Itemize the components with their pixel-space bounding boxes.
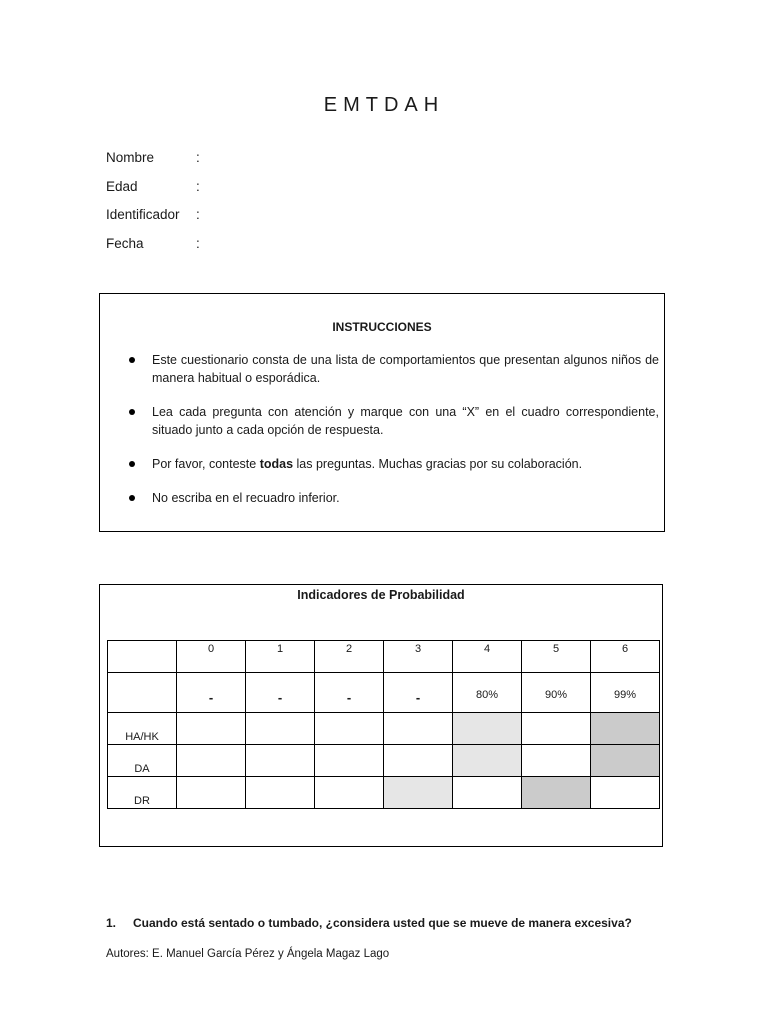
score-cell — [522, 777, 591, 809]
percentage-cell: 90% — [522, 673, 591, 713]
score-cell — [384, 777, 453, 809]
corner-cell — [108, 641, 177, 673]
score-cell — [246, 745, 315, 777]
instructions-box — [99, 293, 665, 532]
percentage-row — [108, 673, 660, 713]
table-row — [108, 713, 660, 745]
instruction-emphasis: todas — [259, 457, 294, 471]
score-cell — [453, 713, 522, 745]
field-nombre[interactable] — [106, 150, 206, 179]
field-colon: : — [196, 178, 200, 194]
document-title: EMTDAH — [323, 94, 445, 116]
score-cell — [384, 713, 453, 745]
instruction-text: Lea cada pregunta con atención y marque con una “X” en el cuadro correspondiente, situado junto a cada opción de respuesta. — [152, 405, 659, 437]
field-identificador[interactable] — [106, 207, 206, 236]
table-row — [108, 745, 660, 777]
percentage-cell: 99% — [591, 673, 660, 713]
instruction-text-after: las preguntas. Muchas gracias por su colaboración. — [293, 457, 583, 471]
instruction-item — [122, 351, 659, 387]
percentage-cell: - — [315, 673, 384, 713]
column-header: 1 — [246, 641, 315, 673]
instruction-item — [122, 489, 659, 507]
probability-table — [107, 640, 660, 809]
bullet-icon — [129, 495, 135, 501]
column-header: 3 — [384, 641, 453, 673]
score-cell — [315, 713, 384, 745]
instruction-text: No escriba en el recuadro inferior. — [152, 491, 340, 505]
bullet-icon — [129, 357, 135, 363]
field-fecha[interactable] — [106, 236, 206, 265]
field-label: Edad — [106, 178, 138, 194]
field-label: Nombre — [106, 150, 155, 165]
instruction-text-before: Por favor, conteste — [152, 457, 260, 471]
percentage-cell: 80% — [453, 673, 522, 713]
field-label: Fecha — [106, 235, 144, 251]
score-cell — [591, 713, 660, 745]
column-header: 5 — [522, 641, 591, 673]
table-row — [108, 777, 660, 809]
percentage-cell: - — [384, 673, 453, 713]
bullet-icon — [129, 409, 135, 415]
authors-line: Autores: E. Manuel García Pérez y Ángela Magaz Lago — [106, 948, 390, 960]
row-label: DR — [108, 777, 177, 809]
field-colon: : — [196, 207, 200, 222]
score-cell — [177, 713, 246, 745]
question-number: 1. — [106, 916, 117, 930]
score-cell — [591, 745, 660, 777]
empty-cell — [108, 673, 177, 713]
question-text: Cuando está sentado o tumbado, ¿considera usted que se mueve de manera excesiva? — [133, 916, 632, 930]
score-cell — [315, 777, 384, 809]
score-cell — [177, 745, 246, 777]
probability-box — [99, 584, 663, 847]
instructions-list — [122, 351, 659, 523]
header-row — [108, 641, 660, 673]
row-label: DA — [108, 745, 177, 777]
instruction-text: Este cuestionario consta de una lista de comportamientos que presentan algunos niños de manera habitual o esporádica. — [152, 353, 659, 385]
field-colon: : — [196, 150, 200, 165]
column-header: 2 — [315, 641, 384, 673]
bullet-icon — [129, 461, 135, 467]
score-cell — [453, 745, 522, 777]
instructions-title: INSTRUCCIONES — [332, 320, 432, 334]
score-cell — [522, 713, 591, 745]
instruction-item — [122, 403, 659, 439]
instruction-item — [122, 455, 659, 473]
score-cell — [246, 713, 315, 745]
percentage-cell: - — [246, 673, 315, 713]
probability-title: Indicadores de Probabilidad — [297, 588, 465, 602]
column-header: 0 — [177, 641, 246, 673]
score-cell — [315, 745, 384, 777]
score-cell — [246, 777, 315, 809]
score-cell — [177, 777, 246, 809]
score-cell — [591, 777, 660, 809]
percentage-cell: - — [177, 673, 246, 713]
field-label: Identificador — [106, 207, 180, 222]
column-header: 4 — [453, 641, 522, 673]
personal-fields — [106, 150, 206, 264]
score-cell — [384, 745, 453, 777]
question-1 — [106, 916, 632, 930]
score-cell — [453, 777, 522, 809]
field-colon: : — [196, 235, 200, 251]
score-cell — [522, 745, 591, 777]
field-edad[interactable] — [106, 179, 206, 208]
row-label: HA/HK — [108, 713, 177, 745]
column-header: 6 — [591, 641, 660, 673]
